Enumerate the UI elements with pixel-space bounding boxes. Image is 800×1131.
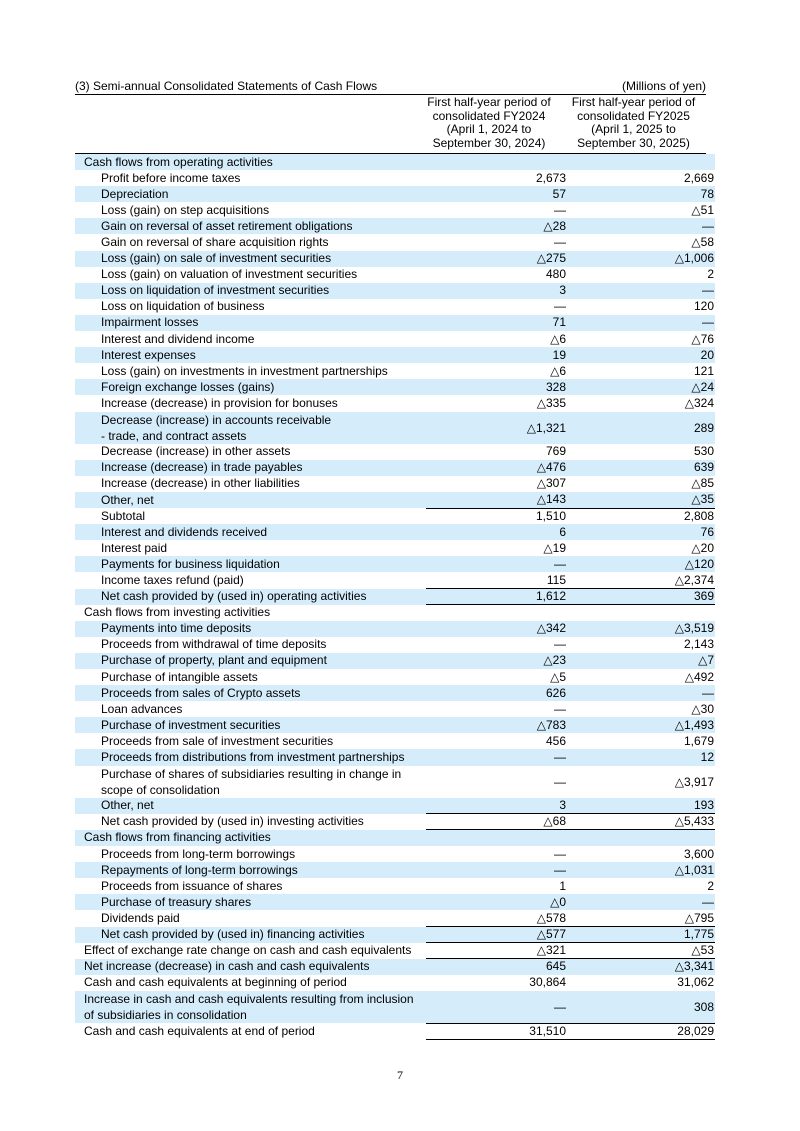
value-fy2024: ― [554, 202, 566, 217]
row-label: Proceeds from issuance of shares [101, 878, 283, 893]
row-label: Depreciation [75, 186, 426, 202]
value-fy2024: △0 [426, 894, 570, 910]
value-fy2025: 1,775 [570, 927, 715, 943]
value-fy2025: 193 [570, 798, 715, 814]
value-fy2025: △20 [691, 540, 714, 555]
value-fy2025: 76 [570, 524, 715, 540]
value-fy2024: 645 [426, 959, 570, 975]
value-fy2024: ― [554, 637, 566, 652]
value-fy2025: △120 [570, 556, 715, 572]
value-fy2024: ― [554, 299, 566, 314]
value-fy2024: △577 [426, 927, 570, 943]
row-label: Decrease (increase) in accounts receivable - trade, and contract assets [75, 412, 426, 444]
value-fy2025: △492 [684, 669, 714, 684]
value-fy2024: 328 [426, 379, 570, 395]
table-row [75, 959, 715, 975]
table-row [75, 846, 715, 862]
value-fy2025: 289 [570, 412, 715, 444]
table-row [75, 943, 715, 959]
value-fy2024: ― [426, 991, 570, 1023]
table-row [75, 283, 715, 299]
row-label: Purchase of intangible assets [101, 669, 258, 684]
row-label: Other, net [75, 492, 426, 508]
value-fy2024: △6 [550, 363, 566, 378]
value-fy2025: 2,143 [683, 637, 714, 652]
value-fy2025: ― [570, 218, 715, 234]
value-fy2025: 2 [707, 267, 714, 282]
table-row [75, 910, 715, 926]
table-row [75, 927, 715, 943]
table-row [75, 508, 715, 524]
row-label: Loss (gain) on investments in investment partnerships [101, 363, 388, 378]
table-row [75, 540, 715, 556]
row-label: Other, net [75, 798, 426, 814]
value-fy2024: ― [426, 556, 570, 572]
value-fy2025: △795 [570, 910, 715, 926]
value-fy2025: △3,917 [674, 774, 714, 789]
table-row [75, 685, 715, 701]
table-row [75, 589, 715, 605]
row-label: Increase (decrease) in trade payables [75, 460, 426, 476]
row-label: Purchase of shares of subsidiaries resulting in change in scope of consolidation [101, 766, 402, 797]
value-fy2024: 1,510 [535, 508, 566, 523]
row-label: Proceeds from withdrawal of time deposits [101, 637, 327, 652]
column-header-fy2025: First half-year period of consolidated FY2025 (April 1, 2025 to September 30, 2025) [571, 95, 696, 150]
row-label: Purchase of investment securities [75, 717, 426, 733]
row-label: Purchase of treasury shares [75, 894, 426, 910]
value-fy2024 [426, 830, 570, 846]
table-row [75, 830, 715, 846]
value-fy2025: △53 [570, 943, 715, 959]
row-label: Income taxes refund (paid) [101, 572, 244, 587]
table-row [75, 556, 715, 572]
row-label: Proceeds from distributions from investment partnerships [75, 749, 426, 765]
row-label: Cash flows from financing activities [75, 830, 426, 846]
value-fy2024: ― [554, 235, 566, 250]
value-fy2025: △324 [684, 395, 714, 410]
value-fy2024: ― [426, 862, 570, 878]
row-label: Increase (decrease) in provision for bonuses [101, 395, 338, 410]
table-row [75, 798, 715, 814]
table-row [75, 733, 715, 749]
value-fy2024: 31,510 [426, 1023, 570, 1039]
cash-flow-table [75, 154, 715, 1040]
value-fy2024: △307 [536, 476, 566, 491]
table-row [75, 637, 715, 653]
table-row [75, 202, 715, 218]
value-fy2024: 769 [545, 444, 566, 459]
value-fy2025: 12 [570, 749, 715, 765]
row-label: Net cash provided by (used in) financing activities [75, 927, 426, 943]
row-label: Cash flows from investing activities [84, 605, 271, 620]
row-label: Cash and cash equivalents at end of period [84, 1023, 315, 1038]
row-label: Net cash provided by (used in) operating activities [75, 589, 426, 605]
row-label: Increase in cash and cash equivalents resulting from inclusion of subsidiaries in consolidation [75, 991, 426, 1023]
value-fy2025: △24 [570, 379, 715, 395]
value-fy2024: △68 [426, 814, 570, 830]
value-fy2025: 639 [570, 460, 715, 476]
value-fy2025: 120 [693, 299, 714, 314]
value-fy2025: 3,600 [683, 846, 714, 861]
value-fy2024: 480 [545, 267, 566, 282]
table-row [75, 862, 715, 878]
value-fy2025: 308 [570, 991, 715, 1023]
value-fy2024: △5 [550, 669, 566, 684]
value-fy2025: 530 [693, 444, 714, 459]
table-row [75, 412, 715, 444]
value-fy2025: 78 [570, 186, 715, 202]
value-fy2025: △76 [691, 331, 714, 346]
value-fy2025: △58 [691, 235, 714, 250]
row-label: Decrease (increase) in other assets [101, 444, 291, 459]
table-row [75, 766, 715, 798]
value-fy2025 [570, 830, 715, 846]
table-row [75, 621, 715, 637]
statement-header [75, 79, 706, 95]
value-fy2024: 115 [426, 572, 570, 588]
row-label: Loss on liquidation of business [101, 299, 265, 314]
value-fy2024: △23 [426, 653, 570, 669]
value-fy2024: 3 [426, 798, 570, 814]
table-row [75, 444, 715, 460]
row-label: Dividends paid [101, 910, 180, 925]
table-row [75, 701, 715, 717]
table-row [75, 524, 715, 540]
table-row [75, 975, 715, 991]
value-fy2024: 57 [426, 186, 570, 202]
row-label: Loss (gain) on step acquisitions [101, 202, 270, 217]
value-fy2024: ― [426, 749, 570, 765]
value-fy2024: ― [554, 774, 566, 789]
table-row [75, 363, 715, 379]
column-headers [75, 95, 706, 154]
row-label: Purchase of property, plant and equipment [75, 653, 426, 669]
table-row [75, 749, 715, 765]
value-fy2025 [570, 154, 715, 170]
value-fy2024: 1 [559, 878, 566, 893]
row-label: Repayments of long-term borrowings [75, 862, 426, 878]
table-row [75, 251, 715, 267]
value-fy2025: △1,493 [570, 717, 715, 733]
row-label: Effect of exchange rate change on cash and cash equivalents [84, 943, 412, 958]
row-label: Interest and dividends received [75, 524, 426, 540]
value-fy2024: 30,864 [529, 975, 566, 990]
value-fy2024: △578 [426, 910, 570, 926]
row-label: Payments into time deposits [75, 621, 426, 637]
value-fy2025 [570, 605, 715, 621]
table-row [75, 878, 715, 894]
value-fy2024: △335 [536, 395, 566, 410]
row-label: Profit before income taxes [101, 170, 241, 185]
row-label: Net cash provided by (used in) investing activities [101, 814, 364, 829]
value-fy2024: 1,612 [426, 589, 570, 605]
value-fy2025: △5,433 [570, 814, 715, 830]
unit-label: (Millions of yen) [621, 79, 706, 93]
row-label: Loss on liquidation of investment securities [75, 283, 426, 299]
value-fy2024: △476 [426, 460, 570, 476]
statement-title: (3) Semi-annual Consolidated Statements of Cash Flows [75, 79, 378, 93]
value-fy2024: 3 [426, 283, 570, 299]
table-row [75, 299, 715, 315]
table-row [75, 379, 715, 395]
row-label: Proceeds from sales of Crypto assets [75, 685, 426, 701]
value-fy2025: 31,062 [677, 975, 714, 990]
table-row [75, 170, 715, 186]
table-row [75, 605, 715, 621]
value-fy2025: 121 [693, 363, 714, 378]
row-label: Foreign exchange losses (gains) [75, 379, 426, 395]
column-header-fy2024: First half-year period of consolidated FY2024 (April 1, 2024 to September 30, 2024) [427, 95, 551, 150]
row-label: Proceeds from sale of investment securities [101, 733, 334, 748]
table-row [75, 814, 715, 830]
value-fy2025: △30 [691, 701, 714, 716]
value-fy2025: △1,031 [570, 862, 715, 878]
value-fy2025: 2,808 [683, 508, 714, 523]
table-row [75, 347, 715, 363]
value-fy2024: △342 [426, 621, 570, 637]
table-row [75, 331, 715, 347]
value-fy2024: 456 [545, 733, 566, 748]
row-label: Net increase (decrease) in cash and cash equivalents [75, 959, 426, 975]
table-row [75, 492, 715, 508]
value-fy2025: 2,669 [683, 170, 714, 185]
value-fy2024: △6 [550, 331, 566, 346]
row-label: Payments for business liquidation [75, 556, 426, 572]
value-fy2025: 28,029 [570, 1023, 715, 1039]
row-label: Loan advances [101, 701, 183, 716]
value-fy2025: ― [570, 894, 715, 910]
table-row [75, 315, 715, 331]
row-label: Cash flows from operating activities [75, 154, 426, 170]
row-label: Interest paid [101, 540, 168, 555]
value-fy2025: △85 [691, 476, 714, 491]
value-fy2025: △1,006 [570, 251, 715, 267]
row-label: Proceeds from long-term borrowings [101, 846, 296, 861]
value-fy2025: △3,341 [570, 959, 715, 975]
value-fy2025: ― [570, 685, 715, 701]
cash-flow-statement [75, 79, 714, 1040]
value-fy2025: 2 [707, 878, 714, 893]
table-row [75, 476, 715, 492]
value-fy2024: △275 [426, 251, 570, 267]
table-row [75, 234, 715, 250]
row-label: Interest expenses [75, 347, 426, 363]
table-row [75, 154, 715, 170]
table-row [75, 460, 715, 476]
row-label: Increase (decrease) in other liabilities [101, 476, 300, 491]
value-fy2024: △321 [426, 943, 570, 959]
value-fy2024: 6 [426, 524, 570, 540]
table-row [75, 267, 715, 283]
value-fy2024 [426, 605, 570, 621]
value-fy2024: ― [554, 846, 566, 861]
value-fy2024: △143 [426, 492, 570, 508]
table-row [75, 1023, 715, 1039]
table-row [75, 894, 715, 910]
value-fy2024: ― [554, 701, 566, 716]
value-fy2025: ― [570, 283, 715, 299]
row-label: Loss (gain) on valuation of investment securities [101, 267, 358, 282]
table-row [75, 186, 715, 202]
row-label: Cash and cash equivalents at beginning of period [84, 975, 347, 990]
value-fy2024: △783 [426, 717, 570, 733]
value-fy2024: 2,673 [535, 170, 566, 185]
value-fy2025: △51 [691, 202, 714, 217]
row-label: Subtotal [101, 508, 146, 523]
value-fy2025: 369 [570, 589, 715, 605]
value-fy2025: △7 [570, 653, 715, 669]
table-row [75, 717, 715, 733]
value-fy2024 [426, 154, 570, 170]
value-fy2025: 1,679 [683, 733, 714, 748]
value-fy2025: △2,374 [570, 572, 715, 588]
table-row [75, 218, 715, 234]
page-number: 7 [397, 1068, 403, 1082]
value-fy2024: △28 [426, 218, 570, 234]
value-fy2025: 20 [570, 347, 715, 363]
row-label: Gain on reversal of share acquisition rights [101, 235, 329, 250]
value-fy2025: ― [570, 315, 715, 331]
table-row [75, 991, 715, 1023]
table-row [75, 669, 715, 685]
value-fy2024: 19 [426, 347, 570, 363]
table-row [75, 572, 715, 588]
row-label: Impairment losses [75, 315, 426, 331]
row-label: Gain on reversal of asset retirement obligations [75, 218, 426, 234]
value-fy2025: △35 [570, 492, 715, 508]
value-fy2024: △19 [543, 540, 566, 555]
value-fy2024: △1,321 [426, 412, 570, 444]
label-column-header [75, 95, 417, 153]
row-label: Interest and dividend income [101, 331, 255, 346]
value-fy2024: 626 [426, 685, 570, 701]
table-row [75, 395, 715, 411]
value-fy2025: △3,519 [570, 621, 715, 637]
value-fy2024: 71 [426, 315, 570, 331]
table-row [75, 653, 715, 669]
row-label: Loss (gain) on sale of investment securities [75, 251, 426, 267]
